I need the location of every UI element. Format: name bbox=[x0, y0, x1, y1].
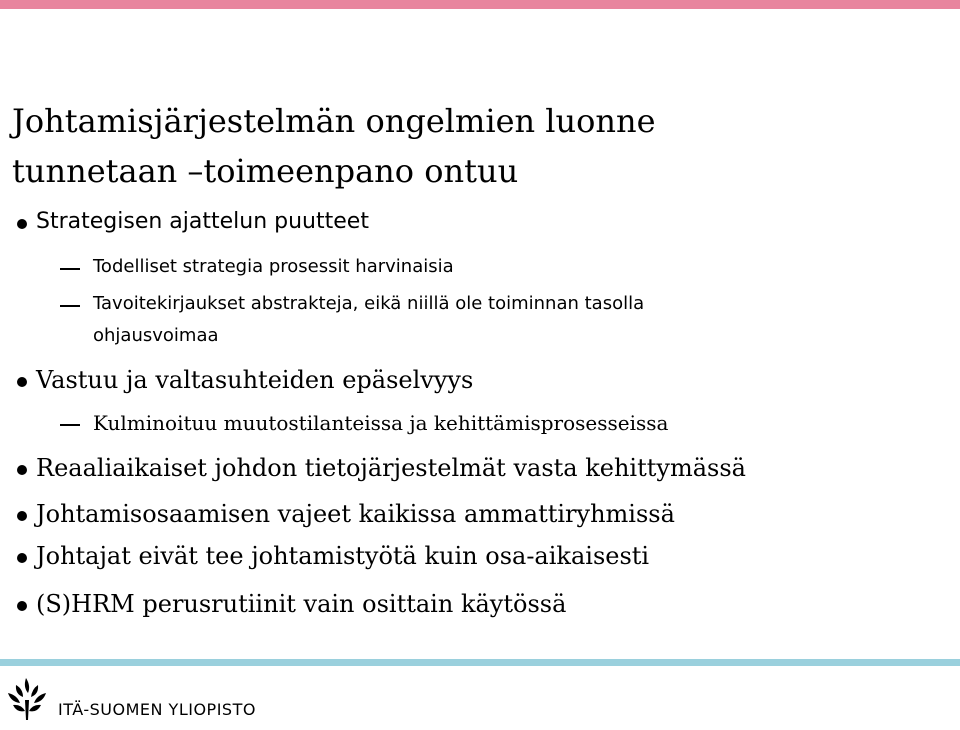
university-name: ITÄ-SUOMEN YLIOPISTO bbox=[58, 700, 256, 719]
university-logo-icon bbox=[6, 676, 50, 722]
sub-bullet-text: Todelliset strategia prosessit harvinaisia bbox=[93, 256, 454, 277]
bullet-dot-icon bbox=[17, 465, 27, 475]
bullet-dot-icon bbox=[17, 553, 27, 563]
sub-bullet-text: Kulminoituu muutostilanteissa ja kehittämisprosesseissa bbox=[93, 411, 669, 435]
bullet-text: Reaaliaikaiset johdon tietojärjestelmät vasta kehittymässä bbox=[36, 454, 746, 482]
slide-title-line-1: Johtamisjärjestelmän ongelmien luonne bbox=[12, 102, 656, 140]
bullet-text: Strategisen ajattelun puutteet bbox=[36, 209, 369, 234]
sub-bullet-text: Tavoitekirjaukset abstrakteja, eikä niillä ole toiminnan tasolla bbox=[93, 293, 645, 314]
bullet-text: (S)HRM perusrutiinit vain osittain käytössä bbox=[36, 590, 567, 618]
dash-icon bbox=[60, 424, 80, 426]
top-accent-bar bbox=[0, 0, 960, 9]
bullet-dot-icon bbox=[17, 511, 27, 521]
bullet-dot-icon bbox=[17, 219, 27, 229]
slide-title-line-2: tunnetaan –toimeenpano ontuu bbox=[12, 152, 519, 190]
dash-icon bbox=[60, 305, 80, 307]
bottom-accent-bar bbox=[0, 659, 960, 666]
bullet-dot-icon bbox=[17, 601, 27, 611]
bullet-text: Vastuu ja valtasuhteiden epäselvyys bbox=[36, 366, 474, 394]
bullet-dot-icon bbox=[17, 377, 27, 387]
sub-bullet-continuation: ohjausvoimaa bbox=[93, 325, 219, 346]
bullet-text: Johtamisosaamisen vajeet kaikissa ammattiryhmissä bbox=[36, 500, 675, 528]
dash-icon bbox=[60, 268, 80, 270]
bullet-text: Johtajat eivät tee johtamistyötä kuin osa-aikaisesti bbox=[36, 542, 650, 570]
slide-title bbox=[12, 96, 942, 196]
